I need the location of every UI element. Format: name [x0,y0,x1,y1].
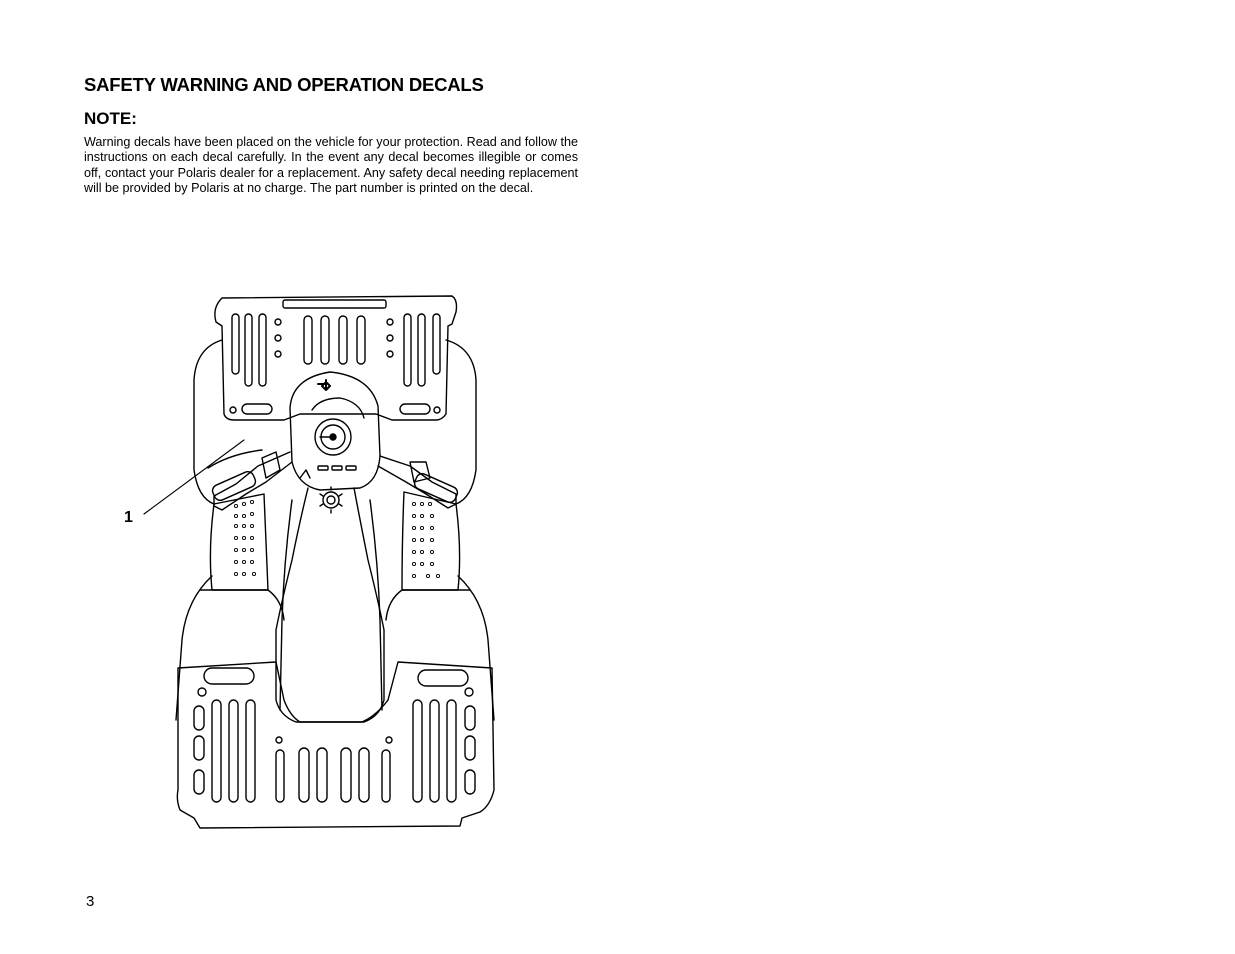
page-number: 3 [86,893,95,910]
callout-label: 1 [124,509,133,526]
fuel-cap [300,470,342,513]
seat [276,488,384,722]
handlebars [208,450,459,510]
page-title: SAFETY WARNING AND OPERATION DECALS [84,74,484,95]
note-text: Warning decals have been placed on the vehicle for your protection. Read and follow the instructions on each decal carefully. In the event any decal becomes illegible or comes off, contact your Polaris dealer for a replacement. Any safety decal needing replacement will be provided by Polaris at no charge. The part number is printed on the decal. [84,135,578,196]
front-rack [215,296,457,420]
rear-rack [177,662,494,828]
note-label: NOTE: [84,109,137,128]
rear-fenders [176,576,494,720]
